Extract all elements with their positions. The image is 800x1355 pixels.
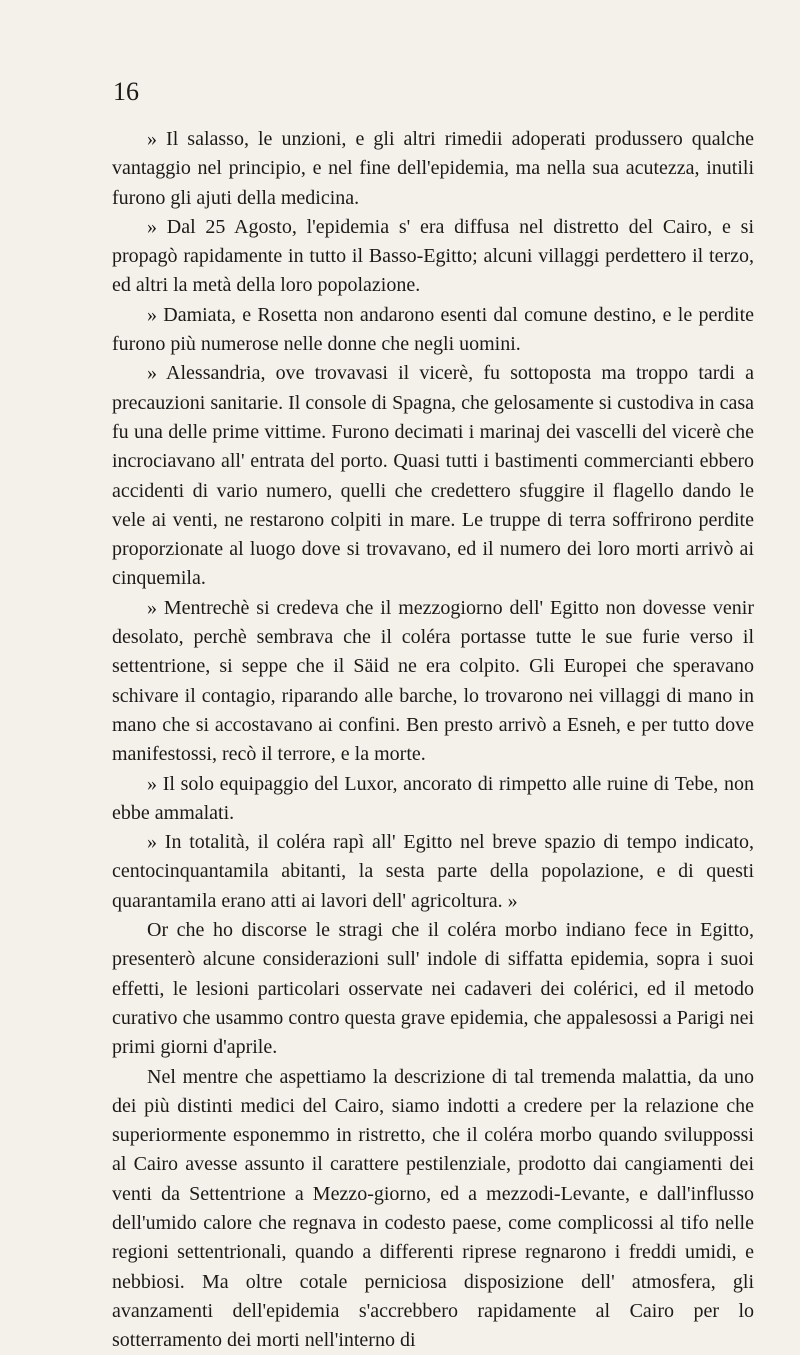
paragraph: Nel mentre che aspettiamo la descrizione di tal tremenda malattia, da uno dei più distinti medici del Cairo, siamo indotti a credere per la relazione che superiormente esponemmo in ristretto, che il coléra morbo quando sviluppossi al Cairo avesse assunto il carattere pestilenziale, prodotto dai cangiamenti dei venti da Settentrione a Mezzo-giorno, ed a mezzodi-Levante, e dall'influsso dell'umido calore che regnava in codesto paese, come complicossi al tifo nelle regioni settentrionali, quando a differenti riprese regnarono i freddi umidi, e nebbiosi. Ma oltre cotale perniciosa disposizione dell' atmosfera, gli avanzamenti dell'epidemia s'accrebbero rapidamente al Cairo per lo sotterramento dei morti nell'interno di xyxy=(112,1065,754,1352)
paragraph: Or che ho discorse le stragi che il coléra morbo indiano fece in Egitto, presenterò alcune considerazioni sull' indole di siffatta epidemia, sopra i suoi effetti, le lesioni particolari osservate nei cadaveri dei colérici, ed il metodo curativo che usammo contro questa grave epidemia, che appalesossi a Parigi nei primi giorni d'aprile. xyxy=(112,919,754,1059)
page-number: 16 xyxy=(113,77,139,106)
paragraph: » Alessandria, ove trovavasi il vicerè, fu sottoposta ma troppo tardi a precauzioni sanitarie. Il console di Spagna, che gelosamente si custodiva in casa fu una delle prime vittime. Furono decimati i marinaj dei vascelli del vicerè che incrociavano all' entrata del porto. Quasi tutti i bastimenti commercianti ebbero accidenti di vario numero, quelli che credettero sfuggire il flagello dando le vele ai venti, ne restarono colpiti in mare. Le truppe di terra soffrirono perdite proporzionate al luogo dove si trovavano, ed il numero dei loro morti arrivò ai cinquemila. xyxy=(112,362,754,590)
paragraph: » Mentrechè si credeva che il mezzogiorno dell' Egitto non dovesse venir desolato, perchè sembrava che il coléra portasse tutte le sue furie verso il settentrione, si seppe che il Säid ne era colpito. Gli Europei che speravano schivare il contagio, riparando alle barche, lo trovarono nei villaggi di mano in mano che si accostavano ai confini. Ben presto arrivò a Esneh, e per tutto dove manifestossi, recò il terrore, e la morte. xyxy=(112,596,754,766)
body-text xyxy=(112,125,754,1355)
paragraph: » Dal 25 Agosto, l'epidemia s' era diffusa nel distretto del Cairo, e si propagò rapidamente in tutto il Basso-Egitto; alcuni villaggi perdettero il terzo, ed altri la metà della loro popolazione. xyxy=(112,215,754,297)
paragraph: » In totalità, il coléra rapì all' Egitto nel breve spazio di tempo indicato, centocinquantamila abitanti, la sesta parte della popolazione, e di questi quarantamila erano atti ai lavori dell' agricoltura. » xyxy=(112,831,754,912)
paragraph: » Il salasso, le unzioni, e gli altri rimedii adoperati produssero qualche vantaggio nel principio, e nel fine dell'epidemia, ma nella sua acutezza, inutili furono gli ajuti della medicina. xyxy=(112,128,754,209)
paragraph: » Damiata, e Rosetta non andarono esenti dal comune destino, e le perdite furono più numerose nelle donne che negli uomini. xyxy=(112,303,754,356)
paragraph: » Il solo equipaggio del Luxor, ancorato di rimpetto alle ruine di Tebe, non ebbe ammalati. xyxy=(112,772,754,824)
